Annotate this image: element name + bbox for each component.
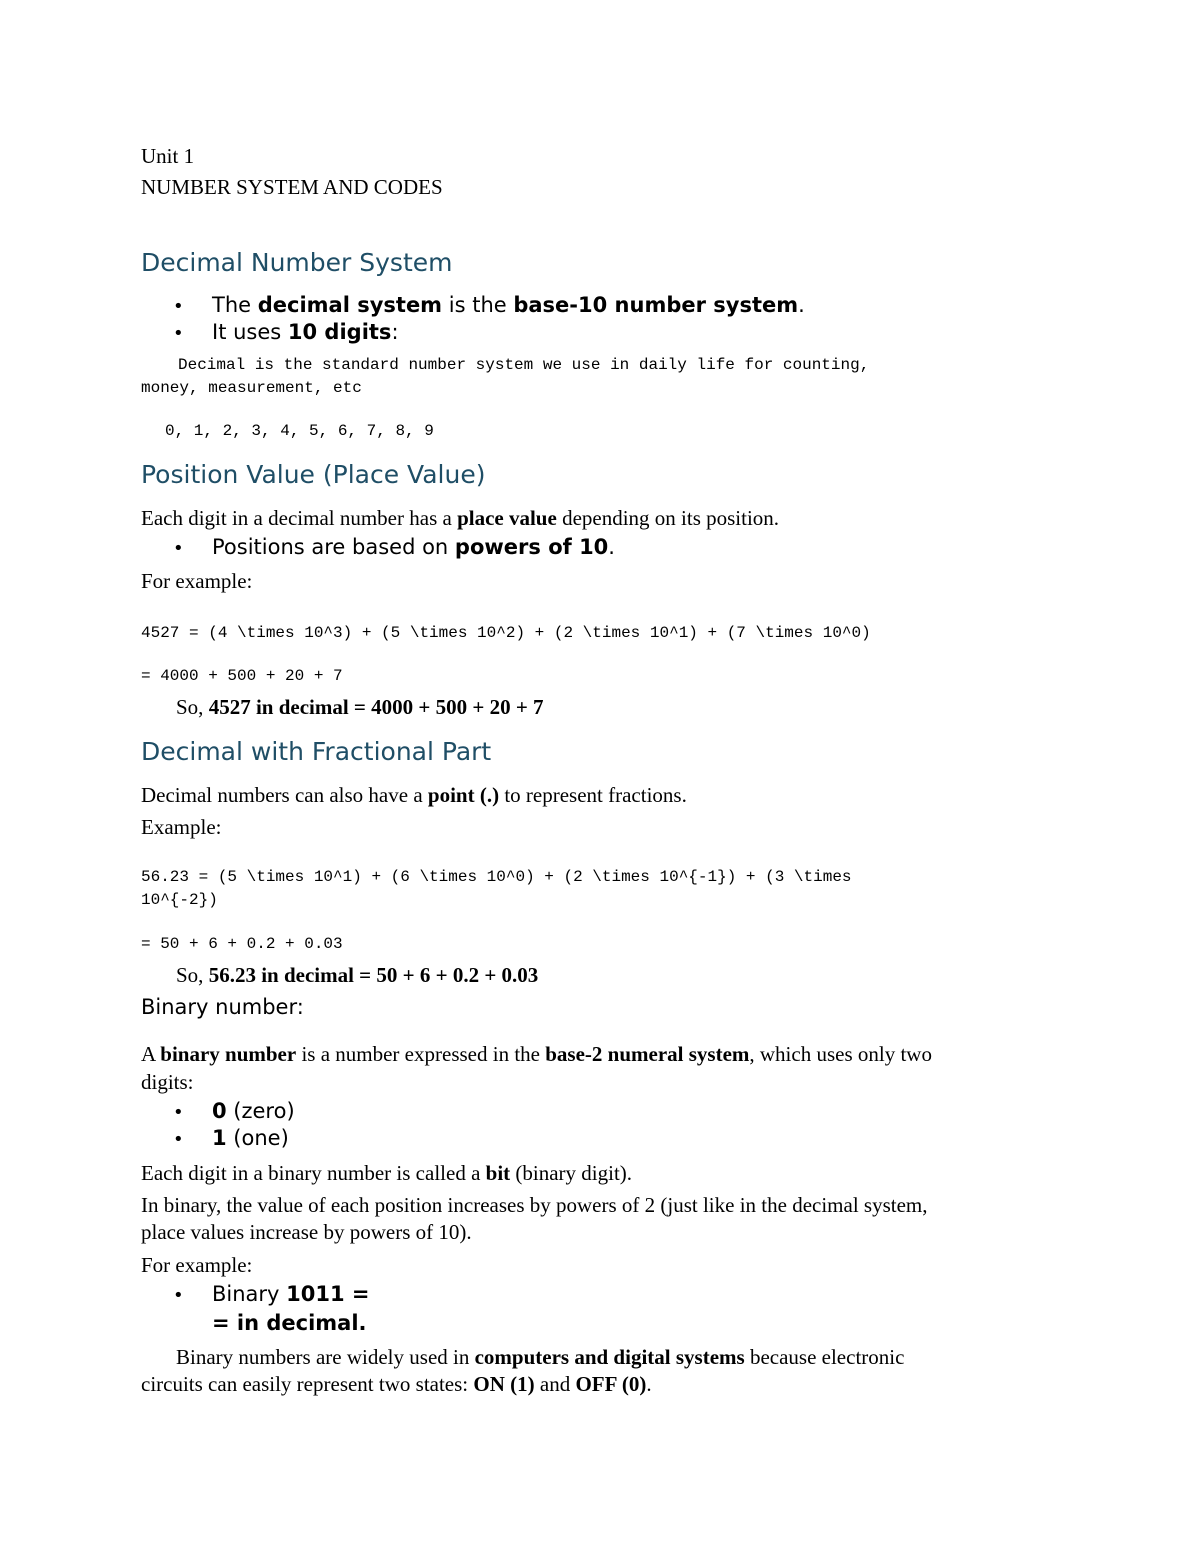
fraction-so-line: So, 56.23 in decimal = 50 + 6 + 0.2 + 0.03 — [176, 963, 539, 987]
binary-bullet-zero: 0 (zero) — [212, 1099, 295, 1123]
bullet-icon: • — [173, 1285, 184, 1306]
decimal-bullet-1: The decimal system is the base-10 number system. — [212, 293, 805, 317]
binary-bullet-example: Binary 1011 = — [212, 1282, 370, 1306]
heading-decimal-number-system: Decimal Number System — [141, 248, 453, 277]
document-title: NUMBER SYSTEM AND CODES — [141, 175, 443, 199]
position-bullet: Positions are based on powers of 10. — [212, 535, 615, 559]
binary-paragraph-1-line-2: digits: — [141, 1070, 194, 1094]
bullet-icon: • — [173, 1102, 184, 1123]
binary-example-label: For example: — [141, 1253, 253, 1277]
heading-decimal-fractional: Decimal with Fractional Part — [141, 737, 492, 766]
bullet-icon: • — [173, 538, 184, 559]
fraction-equation-2: = 50 + 6 + 0.2 + 0.03 — [141, 935, 343, 953]
position-equation-2: = 4000 + 500 + 20 + 7 — [141, 667, 343, 685]
heading-binary-number: Binary number: — [141, 995, 304, 1019]
position-so-line: So, 4527 in decimal = 4000 + 500 + 20 + 7 — [176, 695, 544, 719]
decimal-bullet-2: It uses 10 digits: — [212, 320, 399, 344]
fraction-equation-1-line-1: 56.23 = (5 \times 10^1) + (6 \times 10^0) + (2 \times 10^{-1}) + (3 \times — [141, 868, 852, 886]
decimal-note-line-2: money, measurement, etc — [141, 379, 362, 397]
bullet-icon: • — [173, 323, 184, 344]
binary-paragraph-3-line-1: In binary, the value of each position increases by powers of 2 (just like in the decimal system, — [141, 1193, 928, 1217]
decimal-digits: 0, 1, 2, 3, 4, 5, 6, 7, 8, 9 — [165, 422, 434, 440]
heading-position-value: Position Value (Place Value) — [141, 460, 486, 489]
binary-paragraph-2: Each digit in a binary number is called a bit (binary digit). — [141, 1161, 633, 1185]
position-equation-1: 4527 = (4 \times 10^3) + (5 \times 10^2) + (2 \times 10^1) + (7 \times 10^0) — [141, 624, 871, 642]
fraction-equation-1-line-2: 10^{-2}) — [141, 891, 218, 909]
fraction-paragraph: Decimal numbers can also have a point (.) to represent fractions. — [141, 783, 687, 807]
position-paragraph: Each digit in a decimal number has a place value depending on its position. — [141, 506, 780, 530]
binary-paragraph-3-line-2: place values increase by powers of 10). — [141, 1220, 472, 1244]
decimal-note-line-1: Decimal is the standard number system we use in daily life for counting, — [178, 356, 870, 374]
binary-paragraph-1: A binary number is a number expressed in the base-2 numeral system, which uses only two — [141, 1042, 932, 1066]
bullet-icon: • — [173, 296, 184, 317]
unit-label: Unit 1 — [141, 144, 195, 168]
binary-bullet-example-line-2: = in decimal. — [212, 1311, 367, 1335]
position-example-label: For example: — [141, 569, 253, 593]
fraction-example-label: Example: — [141, 815, 222, 839]
binary-closing-line-2: circuits can easily represent two states: ON (1) and OFF (0). — [141, 1372, 652, 1396]
bullet-icon: • — [173, 1129, 184, 1150]
binary-bullet-one: 1 (one) — [212, 1126, 289, 1150]
binary-closing-line-1: Binary numbers are widely used in computers and digital systems because electronic — [176, 1345, 905, 1369]
